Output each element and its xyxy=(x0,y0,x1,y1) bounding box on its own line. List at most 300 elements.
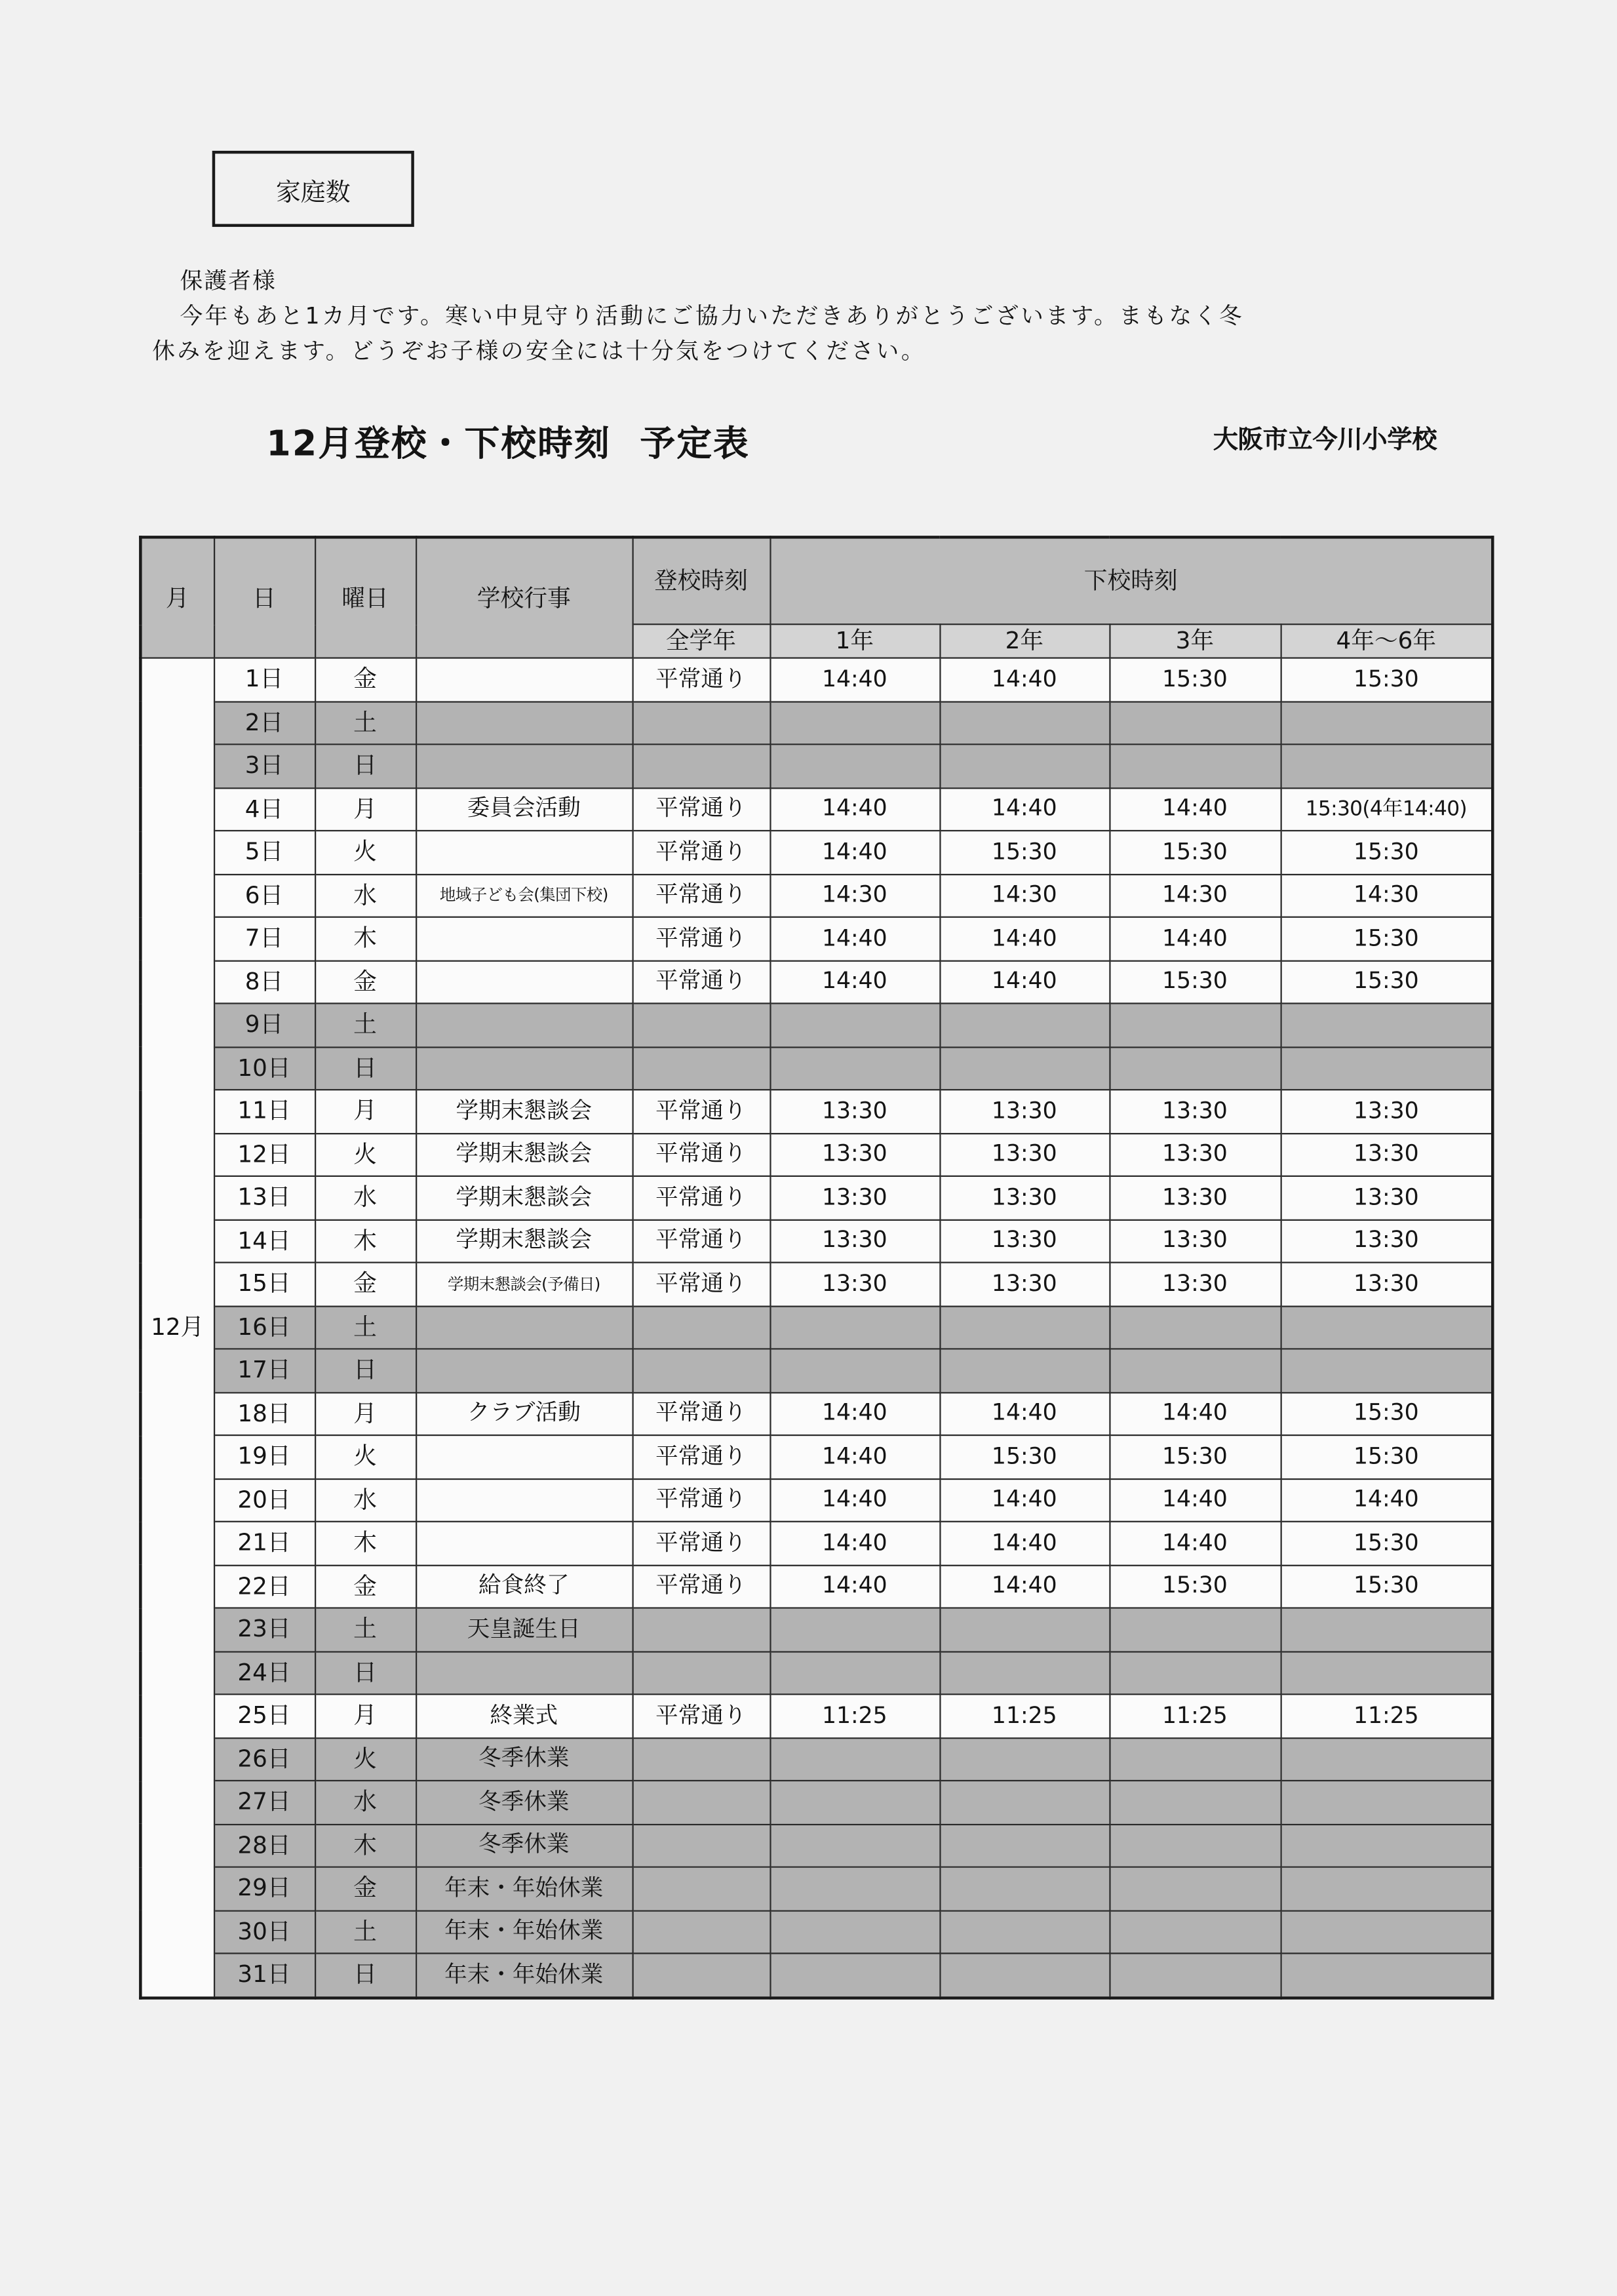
table-row xyxy=(140,787,1492,831)
day-cell: 30日 xyxy=(214,1910,315,1954)
weekday-cell: 土 xyxy=(315,1910,416,1954)
grade-2-time-cell: 14:40 xyxy=(939,787,1109,831)
grade-2-time-cell: 11:25 xyxy=(939,1694,1109,1737)
table-row xyxy=(140,1133,1492,1176)
grade-1-time-cell: 13:30 xyxy=(770,1219,939,1263)
grade-1-time-cell xyxy=(770,1305,939,1349)
document-title xyxy=(266,414,750,465)
event-cell xyxy=(416,917,632,960)
grade-1-time-cell: 14:30 xyxy=(770,874,939,917)
grade-3-time-cell xyxy=(1109,1781,1280,1824)
grade-3-time-cell: 15:30 xyxy=(1109,1565,1280,1608)
table-row xyxy=(140,1046,1492,1090)
arrival-cell: 平常通り xyxy=(632,960,770,1004)
school-name: 大阪市立今川小学校 xyxy=(1213,426,1437,456)
day-cell: 6日 xyxy=(214,874,315,917)
event-cell: 地域子ども会(集団下校) xyxy=(416,874,632,917)
event-cell: 冬季休業 xyxy=(416,1781,632,1824)
grade-2-time-cell xyxy=(939,1608,1109,1652)
arrival-cell: 平常通り xyxy=(632,1219,770,1263)
grade-4-6-time-cell xyxy=(1281,1608,1493,1652)
table-row xyxy=(140,1349,1492,1392)
grade-3-time-cell xyxy=(1109,744,1280,787)
grade-3-time-cell xyxy=(1109,1305,1280,1349)
weekday-cell: 火 xyxy=(315,1435,416,1478)
arrival-cell: 平常通り xyxy=(632,917,770,960)
grade-3-time-cell: 13:30 xyxy=(1109,1176,1280,1219)
schedule-body xyxy=(140,658,1492,1998)
grade-3-time-cell xyxy=(1109,1824,1280,1867)
table-row xyxy=(140,831,1492,874)
weekday-cell: 金 xyxy=(315,1263,416,1306)
day-cell: 14日 xyxy=(214,1219,315,1263)
grade-2-time-cell xyxy=(939,1953,1109,1997)
grade-1-time-cell xyxy=(770,1608,939,1652)
event-cell: 年末・年始休業 xyxy=(416,1867,632,1910)
event-cell xyxy=(416,831,632,874)
weekday-cell: 火 xyxy=(315,831,416,874)
weekday-cell: 水 xyxy=(315,1176,416,1219)
event-cell xyxy=(416,1349,632,1392)
weekday-cell: 水 xyxy=(315,874,416,917)
grade-3-time-cell: 15:30 xyxy=(1109,960,1280,1004)
table-row xyxy=(140,701,1492,744)
weekday-cell: 日 xyxy=(315,1046,416,1090)
grade-2-time-cell xyxy=(939,1867,1109,1910)
schedule-table xyxy=(139,536,1494,1998)
arrival-cell xyxy=(632,1305,770,1349)
weekday-cell: 火 xyxy=(315,1133,416,1176)
grade-1-time-cell: 13:30 xyxy=(770,1133,939,1176)
grade-4-6-time-cell xyxy=(1281,1003,1493,1046)
grade-3-time-cell: 13:30 xyxy=(1109,1090,1280,1133)
grade-4-6-time-cell xyxy=(1281,1867,1493,1910)
arrival-cell: 平常通り xyxy=(632,658,770,702)
event-cell xyxy=(416,1478,632,1522)
event-cell xyxy=(416,1003,632,1046)
grade-3-time-cell xyxy=(1109,1003,1280,1046)
arrival-cell: 平常通り xyxy=(632,1090,770,1133)
arrival-cell: 平常通り xyxy=(632,787,770,831)
grade-2-time-cell: 14:40 xyxy=(939,1565,1109,1608)
grade-1-time-cell xyxy=(770,1349,939,1392)
grade-2-time-cell: 14:40 xyxy=(939,658,1109,702)
event-cell xyxy=(416,1651,632,1694)
event-cell: 学期末懇談会 xyxy=(416,1176,632,1219)
grade-1-time-cell xyxy=(770,1867,939,1910)
arrival-cell xyxy=(632,1349,770,1392)
event-cell xyxy=(416,701,632,744)
grade-4-6-time-cell xyxy=(1281,1953,1493,1997)
arrival-cell xyxy=(632,1953,770,1997)
table-row xyxy=(140,1219,1492,1263)
grade-1-time-cell xyxy=(770,701,939,744)
weekday-cell: 日 xyxy=(315,744,416,787)
weekday-cell: 土 xyxy=(315,701,416,744)
grade-1-time-cell: 14:40 xyxy=(770,960,939,1004)
table-row xyxy=(140,874,1492,917)
arrival-cell: 平常通り xyxy=(632,874,770,917)
event-cell: 委員会活動 xyxy=(416,787,632,831)
weekday-cell: 水 xyxy=(315,1478,416,1522)
table-row xyxy=(140,1090,1492,1133)
table-row xyxy=(140,917,1492,960)
weekday-cell: 日 xyxy=(315,1349,416,1392)
grade-1-time-cell: 13:30 xyxy=(770,1263,939,1306)
day-cell: 5日 xyxy=(214,831,315,874)
weekday-cell: 木 xyxy=(315,1824,416,1867)
arrival-cell: 平常通り xyxy=(632,1263,770,1306)
grade-3-time-cell: 14:40 xyxy=(1109,917,1280,960)
grade-2-time-cell xyxy=(939,1349,1109,1392)
grade-1-time-cell: 13:30 xyxy=(770,1090,939,1133)
grade-3-time-cell: 14:40 xyxy=(1109,1478,1280,1522)
event-cell: 冬季休業 xyxy=(416,1824,632,1867)
grade-2-time-cell: 13:30 xyxy=(939,1263,1109,1306)
day-cell: 13日 xyxy=(214,1176,315,1219)
grade-1-time-cell: 14:40 xyxy=(770,787,939,831)
grade-2-time-cell: 14:40 xyxy=(939,1478,1109,1522)
arrival-cell: 平常通り xyxy=(632,1565,770,1608)
header-dismissal: 下校時刻 xyxy=(770,537,1492,624)
table-row xyxy=(140,1522,1492,1565)
grade-1-time-cell: 14:40 xyxy=(770,1522,939,1565)
day-cell: 24日 xyxy=(214,1651,315,1694)
grade-2-time-cell: 15:30 xyxy=(939,831,1109,874)
arrival-cell xyxy=(632,1003,770,1046)
day-cell: 31日 xyxy=(214,1953,315,1997)
header-day: 日 xyxy=(214,537,315,658)
arrival-cell: 平常通り xyxy=(632,1522,770,1565)
grade-2-time-cell: 14:40 xyxy=(939,1522,1109,1565)
grade-3-time-cell: 14:30 xyxy=(1109,874,1280,917)
arrival-cell: 平常通り xyxy=(632,1176,770,1219)
grade-1-time-cell: 14:40 xyxy=(770,1478,939,1522)
grade-3-time-cell xyxy=(1109,1046,1280,1090)
grade-1-time-cell: 14:40 xyxy=(770,658,939,702)
table-row xyxy=(140,1651,1492,1694)
grade-2-time-cell: 14:40 xyxy=(939,1392,1109,1435)
table-row xyxy=(140,1694,1492,1737)
grade-1-time-cell xyxy=(770,1910,939,1954)
day-cell: 19日 xyxy=(214,1435,315,1478)
grade-2-time-cell xyxy=(939,1737,1109,1781)
grade-1-time-cell: 11:25 xyxy=(770,1694,939,1737)
weekday-cell: 月 xyxy=(315,1392,416,1435)
grade-3-time-cell xyxy=(1109,1349,1280,1392)
arrival-cell xyxy=(632,744,770,787)
grade-4-6-time-cell: 13:30 xyxy=(1281,1219,1493,1263)
header-grade-2: 2年 xyxy=(939,624,1109,658)
grade-4-6-time-cell: 15:30 xyxy=(1281,960,1493,1004)
table-row xyxy=(140,1176,1492,1219)
arrival-cell xyxy=(632,1608,770,1652)
grade-4-6-time-cell: 15:30 xyxy=(1281,1522,1493,1565)
grade-1-time-cell xyxy=(770,744,939,787)
grade-2-time-cell: 13:30 xyxy=(939,1133,1109,1176)
event-cell: 学期末懇談会 xyxy=(416,1219,632,1263)
grade-1-time-cell: 14:40 xyxy=(770,1392,939,1435)
arrival-cell xyxy=(632,1737,770,1781)
copy-count-label: 家庭数 xyxy=(275,178,351,207)
weekday-cell: 土 xyxy=(315,1608,416,1652)
table-row xyxy=(140,1953,1492,1997)
day-cell: 26日 xyxy=(214,1737,315,1781)
grade-4-6-time-cell xyxy=(1281,1305,1493,1349)
header-event: 学校行事 xyxy=(416,537,632,658)
event-cell: 給食終了 xyxy=(416,1565,632,1608)
table-row xyxy=(140,1003,1492,1046)
day-cell: 3日 xyxy=(214,744,315,787)
grade-2-time-cell xyxy=(939,1781,1109,1824)
grade-3-time-cell xyxy=(1109,1953,1280,1997)
table-row xyxy=(140,1435,1492,1478)
table-row xyxy=(140,1867,1492,1910)
table-row xyxy=(140,658,1492,702)
day-cell: 27日 xyxy=(214,1781,315,1824)
grade-3-time-cell: 14:40 xyxy=(1109,1392,1280,1435)
grade-1-time-cell: 13:30 xyxy=(770,1176,939,1219)
grade-3-time-cell xyxy=(1109,1737,1280,1781)
day-cell: 25日 xyxy=(214,1694,315,1737)
event-cell xyxy=(416,658,632,702)
grade-3-time-cell xyxy=(1109,701,1280,744)
table-row xyxy=(140,960,1492,1004)
grade-4-6-time-cell xyxy=(1281,1781,1493,1824)
grade-4-6-time-cell: 14:30 xyxy=(1281,874,1493,917)
grade-4-6-time-cell xyxy=(1281,1349,1493,1392)
grade-4-6-time-cell: 11:25 xyxy=(1281,1694,1493,1737)
header-grade-4-6: 4年～6年 xyxy=(1281,624,1493,658)
grade-4-6-time-cell: 15:30 xyxy=(1281,831,1493,874)
table-row xyxy=(140,1392,1492,1435)
arrival-cell xyxy=(632,1781,770,1824)
arrival-cell xyxy=(632,1824,770,1867)
grade-4-6-time-cell xyxy=(1281,1824,1493,1867)
grade-3-time-cell: 13:30 xyxy=(1109,1219,1280,1263)
day-cell: 10日 xyxy=(214,1046,315,1090)
grade-2-time-cell: 14:30 xyxy=(939,874,1109,917)
letter-greeting: 保護者様 xyxy=(180,267,277,294)
grade-3-time-cell: 15:30 xyxy=(1109,658,1280,702)
day-cell: 28日 xyxy=(214,1824,315,1867)
grade-1-time-cell: 14:40 xyxy=(770,917,939,960)
grade-2-time-cell: 14:40 xyxy=(939,960,1109,1004)
grade-2-time-cell: 13:30 xyxy=(939,1090,1109,1133)
title-main: 12月登校・下校時刻 xyxy=(266,423,611,464)
day-cell: 7日 xyxy=(214,917,315,960)
weekday-cell: 木 xyxy=(315,1219,416,1263)
weekday-cell: 金 xyxy=(315,960,416,1004)
event-cell xyxy=(416,1305,632,1349)
grade-4-6-time-cell: 13:30 xyxy=(1281,1133,1493,1176)
arrival-cell: 平常通り xyxy=(632,1478,770,1522)
arrival-cell: 平常通り xyxy=(632,1392,770,1435)
grade-2-time-cell xyxy=(939,1305,1109,1349)
grade-2-time-cell: 13:30 xyxy=(939,1176,1109,1219)
grade-4-6-time-cell xyxy=(1281,744,1493,787)
arrival-cell xyxy=(632,1910,770,1954)
event-cell: 冬季休業 xyxy=(416,1737,632,1781)
event-cell: 終業式 xyxy=(416,1694,632,1737)
grade-1-time-cell: 14:40 xyxy=(770,831,939,874)
day-cell: 4日 xyxy=(214,787,315,831)
grade-2-time-cell xyxy=(939,701,1109,744)
arrival-cell xyxy=(632,701,770,744)
grade-4-6-time-cell xyxy=(1281,1046,1493,1090)
grade-2-time-cell xyxy=(939,744,1109,787)
weekday-cell: 土 xyxy=(315,1003,416,1046)
event-cell: 学期末懇談会 xyxy=(416,1133,632,1176)
weekday-cell: 木 xyxy=(315,917,416,960)
grade-2-time-cell xyxy=(939,1003,1109,1046)
grade-1-time-cell xyxy=(770,1651,939,1694)
weekday-cell: 月 xyxy=(315,1090,416,1133)
grade-4-6-time-cell: 13:30 xyxy=(1281,1090,1493,1133)
weekday-cell: 金 xyxy=(315,658,416,702)
grade-3-time-cell: 15:30 xyxy=(1109,1435,1280,1478)
event-cell: 天皇誕生日 xyxy=(416,1608,632,1652)
day-cell: 1日 xyxy=(214,658,315,702)
grade-4-6-time-cell: 15:30 xyxy=(1281,1392,1493,1435)
weekday-cell: 金 xyxy=(315,1565,416,1608)
table-row xyxy=(140,1608,1492,1652)
grade-3-time-cell: 14:40 xyxy=(1109,787,1280,831)
day-cell: 29日 xyxy=(214,1867,315,1910)
day-cell: 9日 xyxy=(214,1003,315,1046)
grade-1-time-cell xyxy=(770,1824,939,1867)
header-month: 月 xyxy=(140,537,214,658)
arrival-cell: 平常通り xyxy=(632,1694,770,1737)
weekday-cell: 金 xyxy=(315,1867,416,1910)
grade-3-time-cell: 13:30 xyxy=(1109,1133,1280,1176)
weekday-cell: 月 xyxy=(315,787,416,831)
grade-1-time-cell xyxy=(770,1737,939,1781)
arrival-cell: 平常通り xyxy=(632,1435,770,1478)
grade-1-time-cell xyxy=(770,1953,939,1997)
event-cell: 年末・年始休業 xyxy=(416,1953,632,1997)
weekday-cell: 火 xyxy=(315,1737,416,1781)
table-row xyxy=(140,1781,1492,1824)
grade-4-6-time-cell: 15:30 xyxy=(1281,917,1493,960)
event-cell: 学期末懇談会 xyxy=(416,1090,632,1133)
title-suffix: 予定表 xyxy=(640,423,750,464)
grade-3-time-cell: 13:30 xyxy=(1109,1263,1280,1306)
day-cell: 8日 xyxy=(214,960,315,1004)
grade-1-time-cell xyxy=(770,1781,939,1824)
day-cell: 20日 xyxy=(214,1478,315,1522)
grade-4-6-time-cell: 13:30 xyxy=(1281,1176,1493,1219)
header-grade-1: 1年 xyxy=(770,624,939,658)
grade-1-time-cell xyxy=(770,1046,939,1090)
grade-2-time-cell xyxy=(939,1046,1109,1090)
arrival-cell: 平常通り xyxy=(632,1133,770,1176)
letter-body-line-1: 今年もあと1カ月です。寒い中見守り活動にご協力いただきありがとうございます。まもなく冬 xyxy=(180,303,1245,330)
grade-1-time-cell: 14:40 xyxy=(770,1435,939,1478)
event-cell xyxy=(416,744,632,787)
copy-count-box xyxy=(212,151,414,227)
table-row xyxy=(140,744,1492,787)
weekday-cell: 日 xyxy=(315,1953,416,1997)
table-row xyxy=(140,1263,1492,1306)
grade-4-6-time-cell: 13:30 xyxy=(1281,1263,1493,1306)
table-row xyxy=(140,1910,1492,1954)
event-cell: クラブ活動 xyxy=(416,1392,632,1435)
grade-3-time-cell: 14:40 xyxy=(1109,1522,1280,1565)
grade-4-6-time-cell: 15:30 xyxy=(1281,1565,1493,1608)
grade-4-6-time-cell xyxy=(1281,1737,1493,1781)
grade-3-time-cell xyxy=(1109,1608,1280,1652)
event-cell xyxy=(416,1522,632,1565)
letter-body-line-2: 休みを迎えます。どうぞお子様の安全には十分気をつけてください。 xyxy=(152,338,926,365)
weekday-cell: 木 xyxy=(315,1522,416,1565)
day-cell: 2日 xyxy=(214,701,315,744)
day-cell: 16日 xyxy=(214,1305,315,1349)
day-cell: 18日 xyxy=(214,1392,315,1435)
day-cell: 23日 xyxy=(214,1608,315,1652)
header-all-grades: 全学年 xyxy=(632,624,770,658)
table-row xyxy=(140,1305,1492,1349)
grade-1-time-cell: 14:40 xyxy=(770,1565,939,1608)
grade-2-time-cell: 15:30 xyxy=(939,1435,1109,1478)
event-cell: 年末・年始休業 xyxy=(416,1910,632,1954)
grade-2-time-cell: 14:40 xyxy=(939,917,1109,960)
day-cell: 15日 xyxy=(214,1263,315,1306)
header-grade-3: 3年 xyxy=(1109,624,1280,658)
table-row xyxy=(140,1478,1492,1522)
table-row xyxy=(140,1565,1492,1608)
grade-3-time-cell xyxy=(1109,1867,1280,1910)
grade-3-time-cell: 11:25 xyxy=(1109,1694,1280,1737)
day-cell: 11日 xyxy=(214,1090,315,1133)
weekday-cell: 日 xyxy=(315,1651,416,1694)
grade-1-time-cell xyxy=(770,1003,939,1046)
arrival-cell xyxy=(632,1651,770,1694)
header-weekday: 曜日 xyxy=(315,537,416,658)
event-cell: 学期末懇談会(予備日) xyxy=(416,1263,632,1306)
event-cell xyxy=(416,1046,632,1090)
grade-4-6-time-cell: 15:30(4年14:40) xyxy=(1281,787,1493,831)
grade-4-6-time-cell xyxy=(1281,1910,1493,1954)
arrival-cell xyxy=(632,1046,770,1090)
weekday-cell: 月 xyxy=(315,1694,416,1737)
event-cell xyxy=(416,1435,632,1478)
weekday-cell: 水 xyxy=(315,1781,416,1824)
grade-2-time-cell xyxy=(939,1651,1109,1694)
grade-3-time-cell xyxy=(1109,1651,1280,1694)
arrival-cell: 平常通り xyxy=(632,831,770,874)
grade-3-time-cell xyxy=(1109,1910,1280,1954)
table-row xyxy=(140,1824,1492,1867)
weekday-cell: 土 xyxy=(315,1305,416,1349)
month-cell: 12月 xyxy=(140,658,214,1998)
day-cell: 21日 xyxy=(214,1522,315,1565)
grade-4-6-time-cell: 14:40 xyxy=(1281,1478,1493,1522)
grade-4-6-time-cell xyxy=(1281,701,1493,744)
day-cell: 17日 xyxy=(214,1349,315,1392)
grade-2-time-cell xyxy=(939,1824,1109,1867)
grade-2-time-cell: 13:30 xyxy=(939,1219,1109,1263)
grade-4-6-time-cell xyxy=(1281,1651,1493,1694)
grade-4-6-time-cell: 15:30 xyxy=(1281,658,1493,702)
event-cell xyxy=(416,960,632,1004)
grade-4-6-time-cell: 15:30 xyxy=(1281,1435,1493,1478)
table-row xyxy=(140,1737,1492,1781)
header-arrival: 登校時刻 xyxy=(632,537,770,624)
day-cell: 12日 xyxy=(214,1133,315,1176)
grade-3-time-cell: 15:30 xyxy=(1109,831,1280,874)
arrival-cell xyxy=(632,1867,770,1910)
